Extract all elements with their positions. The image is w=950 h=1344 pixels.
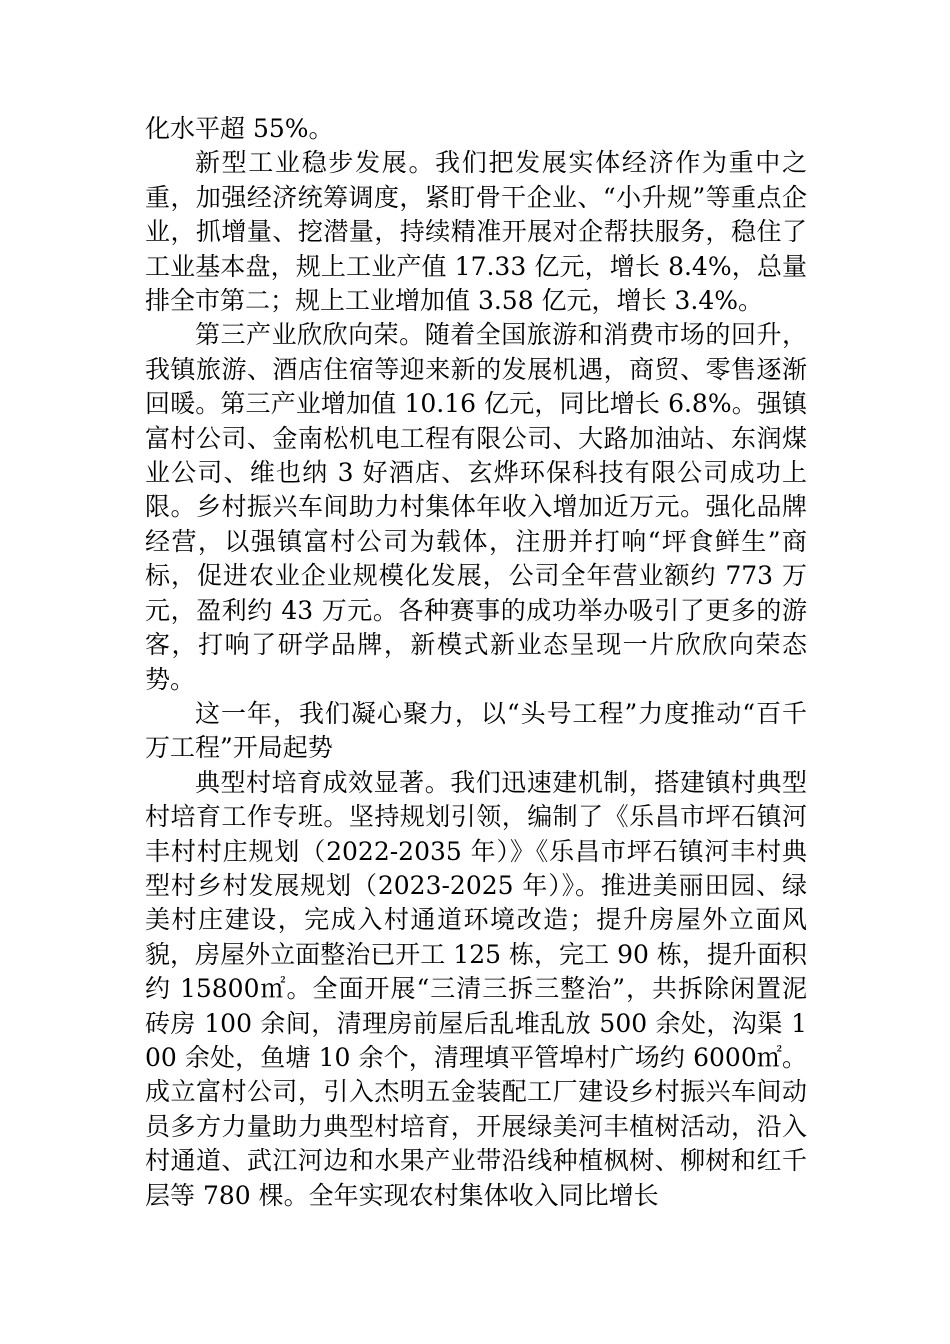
paragraph-continuation: 化水平超 55%。 [145,114,334,143]
document-body [145,112,807,1213]
paragraph-heading-project: 这一年，我们凝心聚力，以“头号工程”力度推动“百千万工程”开局起势 [145,698,807,763]
paragraph-typical-village: 典型村培育成效显著。我们迅速建机制，搭建镇村典型村培育工作专班。坚持规划引领，编制了《乐昌市坪石镇河丰村村庄规划（2022-2035 年）》《乐昌市坪石镇河丰村典型村乡村发展规划（2023-2025 年）》。推进美丽田园、绿美村庄建设，完成入村通道环境改造；提升房屋外立面风貌，房屋外立面整治已开工 125 栋，完工 90 栋，提升面积约 15800㎡。全面开展“三清三拆三整治”，共拆除闲置泥砖房 100 余间，清理房前屋后乱堆乱放 500 余处，沟渠 100 余处，鱼塘 10 余个，清理填平管埠村广场约 6000㎡。成立富村公司，引入杰明五金装配工厂建设乡村振兴车间动员多方力量助力典型村培育，开展绿美河丰植树活动，沿入村通道、武江河边和水果产业带沿线种植枫树、柳树和红千层等 780 棵。全年实现农村集体收入同比增长 [145,767,807,1210]
paragraph-industry: 新型工业稳步发展。我们把发展实体经济作为重中之重，加强经济统筹调度，紧盯骨干企业、“小升规”等重点企业，抓增量、挖潜量，持续精准开展对企帮扶服务，稳住了工业基本盘，规上工业产值 17.33 亿元，增长 8.4%，总量排全市第二；规上工业增加值 3.58 亿元，增长 3.4%。 [145,148,807,316]
paragraph-tertiary: 第三产业欣欣向荣。随着全国旅游和消费市场的回升，我镇旅游、酒店住宿等迎来新的发展机遇，商贸、零售逐渐回暖。第三产业增加值 10.16 亿元，同比增长 6.8%。强镇富村公司、金南松机电工程有限公司、大路加油站、东润煤业公司、维也纳 3 好酒店、玄烨环保科技有限公司成功上限。乡村振兴车间助力村集体年收入增加近万元。强化品牌经营，以强镇富村公司为载体，注册并打响“坪食鲜生”商标，促进农业企业规模化发展，公司全年营业额约 773 万元，盈利约 43 万元。各种赛事的成功举办吸引了更多的游客，打响了研学品牌，新模式新业态呈现一片欣欣向荣态势。 [145,320,807,694]
